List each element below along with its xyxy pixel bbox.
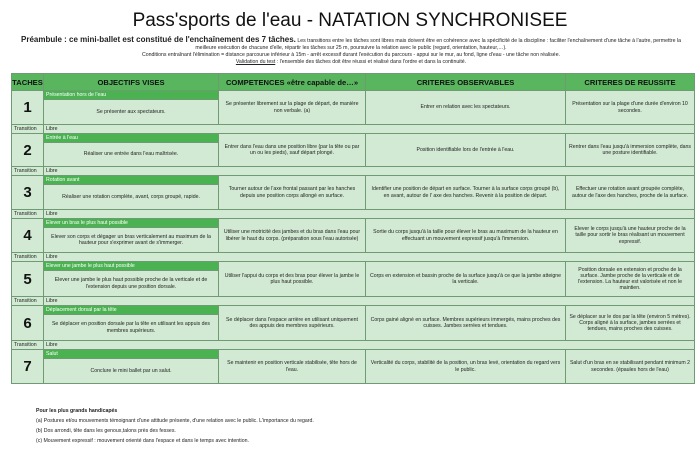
task-number: 3 <box>12 176 44 210</box>
task-number: 2 <box>12 134 44 167</box>
transition-label: Transition <box>12 297 44 306</box>
task-critere: Position identifiable lors de l'entrée à l'eau. <box>366 134 566 167</box>
transition-row <box>12 253 695 262</box>
transition-label: Transition <box>12 125 44 134</box>
table-header-row <box>12 74 695 91</box>
task-objectif: Réaliser une entrée dans l'eau maîtrisée. <box>44 143 219 167</box>
task-title-row <box>12 134 695 143</box>
transition-row <box>12 297 695 306</box>
transition-label: Transition <box>12 210 44 219</box>
legend-item: (b) Dos arrondi, tête dans les genoux,talons près des fesses. <box>36 428 176 434</box>
legend-heading: Pour les plus grands handicapés <box>36 408 118 414</box>
task-number: 7 <box>12 350 44 384</box>
task-title: Présentation hors de l'eau <box>44 91 219 100</box>
task-title-row <box>12 350 695 359</box>
tasks-table <box>11 73 695 384</box>
task-competence: Se déplacer dans l'espace arrière en utilisant uniquement des appuis des membres supérieurs. <box>219 306 366 341</box>
task-objectif: Réaliser une rotation complète, avant, corps groupé, rapide. <box>44 185 219 210</box>
page-title: Pass'sports de l'eau - NATATION SYNCHRONISEE <box>132 10 568 31</box>
transition-value: Libre <box>44 125 695 134</box>
task-title-row <box>12 176 695 185</box>
legend <box>36 406 676 446</box>
task-title: Entrée à l'eau <box>44 134 219 143</box>
preamble-lead: Préambule : ce mini-ballet est constitué de l'enchaînement des 7 tâches. <box>21 35 296 44</box>
header-taches: TACHES <box>12 74 44 91</box>
task-critere: Identifier une position de départ en surface. Tourner à la surface corps groupé (b), en avant, autour de l' axe des hanches. Revenir à la position de départ. <box>366 176 566 210</box>
legend-item: (c) Mouvement expressif : mouvement orienté dans l'espace et dans le temps avec intention. <box>36 438 249 444</box>
header-criteres: CRITERES OBSERVABLES <box>366 74 566 91</box>
task-title: Elever un bras le plus haut possible <box>44 219 219 228</box>
header-objectifs: OBJECTIFS VISES <box>44 74 219 91</box>
task-reussite: Effectuer une rotation avant groupée complète, autour de l'axe des hanches, proche de la surface. <box>566 176 695 210</box>
transition-row <box>12 341 695 350</box>
transition-value: Libre <box>44 167 695 176</box>
header-competences: COMPETENCES «être capable de…» <box>219 74 366 91</box>
transition-value: Libre <box>44 297 695 306</box>
task-number: 1 <box>12 91 44 125</box>
task-reussite: Rentrer dans l'eau jusqu'à immersion complète, dans une posture identifiable. <box>566 134 695 167</box>
transition-row <box>12 167 695 176</box>
task-reussite: Se déplacer sur le dos par la tête (environ 5 mètres). Corps aligné à la surface, jambes serrées et tendues, mains proches des cuisses. <box>566 306 695 341</box>
validation-label: Validation du test <box>235 59 276 65</box>
validation-text: : l'ensemble des tâches doit être réussi et réalisé dans l'ordre et dans la continuité. <box>275 59 467 65</box>
transition-label: Transition <box>12 253 44 262</box>
transition-label: Transition <box>12 167 44 176</box>
transition-value: Libre <box>44 210 695 219</box>
task-title: Rotation avant <box>44 176 219 185</box>
task-title-row <box>12 306 695 315</box>
task-critere: Entrer en relation avec les spectateurs. <box>366 91 566 125</box>
task-reussite: Présentation sur la plage d'une durée d'environ 10 secondes. <box>566 91 695 125</box>
task-objectif: Conclure le mini ballet par un salut. <box>44 359 219 384</box>
task-title: Salut <box>44 350 219 359</box>
task-competence: Entrer dans l'eau dans une position libre (par la tête ou par un ou les pieds), sauf départ plongé. <box>219 134 366 167</box>
task-number: 5 <box>12 262 44 297</box>
transition-value: Libre <box>44 341 695 350</box>
task-competence: Se maintenir en position verticale stabilisée, tête hors de l'eau. <box>219 350 366 384</box>
elimination-conditions: Conditions entraînant l'élimination = distance parcourue inférieur à 15m - arrêt excessif durant l'exécution du parcours - appui sur le mur, au fond, ligne d'eau - une tâche non réalisée. <box>141 52 561 58</box>
task-critere: Verticalité du corps, stabilité de la position, un bras levé, orientation du regard vers le public. <box>366 350 566 384</box>
task-competence: Utiliser l'appui du corps et des bras pour élever la jambe le plus haut possible. <box>219 262 366 297</box>
task-title: Déplacement dorsal par la tête <box>44 306 219 315</box>
transition-label: Transition <box>12 341 44 350</box>
header-reussite: CRITERES DE REUSSITE <box>566 74 695 91</box>
task-objectif: Se déplacer en position dorsale par la tête en utilisant les appuis des membres supérieurs. <box>44 315 219 341</box>
preamble <box>14 36 688 66</box>
task-title-row <box>12 91 695 100</box>
task-number: 6 <box>12 306 44 341</box>
task-competence: Se présenter librement sur la plage de départ, de manière non verbale. (a) <box>219 91 366 125</box>
task-objectif: Elever une jambe le plus haut possible proche de la verticale et de l'extension depuis une position dorsale. <box>44 271 219 297</box>
task-number: 4 <box>12 219 44 253</box>
task-reussite: Salut d'un bras en se stabilisant pendant minimum 2 secondes. (épaules hors de l'eau) <box>566 350 695 384</box>
task-objectif: Elever son corps et dégager un bras verticalement au maximum de la hauteur pour s'exprimer avant de s'immerger. <box>44 228 219 253</box>
legend-item: (a) Postures et/ou mouvements témoignant d'une attitude présente, d'une relation avec le public. L'importance du regard. <box>36 418 314 424</box>
transition-row <box>12 125 695 134</box>
task-reussite: Elever le corps jusqu'à une hauteur proche de la taille pour sortir le bras réalisant un mouvement expressif. <box>566 219 695 253</box>
task-critere: Sortie du corps jusqu'à la taille pour élever le bras au maximum de la hauteur en effectuant un mouvement expressif jusqu'à l'immersion. <box>366 219 566 253</box>
task-competence: Utiliser une motricité des jambes et du bras dans l'eau pour libérer le haut du corps. (préparation sous l'eau autorisée) <box>219 219 366 253</box>
task-objectif: Se présenter aux spectateurs. <box>44 100 219 125</box>
transition-value: Libre <box>44 253 695 262</box>
task-title-row <box>12 262 695 271</box>
task-critere: Corps en extension et bassin proche de la surface jusqu'à ce que la jambe atteigne la verticale. <box>366 262 566 297</box>
task-critere: Corps gainé aligné en surface. Membres supérieurs immergés, mains proches des cuisses. Jambes serrées et tendues. <box>366 306 566 341</box>
task-title-row <box>12 219 695 228</box>
preamble-text: Les transitions entre les tâches sont libres mais doivent être en cohérence avec la spécificité de la discipline : faciliter l'enchaînement d'une tâche à l'autre, permettre la meilleure exécution de chacune d'elle, répartir les tâches sur 25 m, poursuivre la relation avec le public (regard, orientation, hauteur,…). <box>195 38 681 51</box>
task-title: Elever une jambe le plus haut possible <box>44 262 219 271</box>
transition-row <box>12 210 695 219</box>
task-reussite: Position dorsale en extension et proche de la surface. Jambe proche de la verticale et de l'extension. La hauteur est valorisée et non le maintien. <box>566 262 695 297</box>
task-competence: Tourner autour de l'axe frontal passant par les hanches depuis une position corps allongé en surface. <box>219 176 366 210</box>
